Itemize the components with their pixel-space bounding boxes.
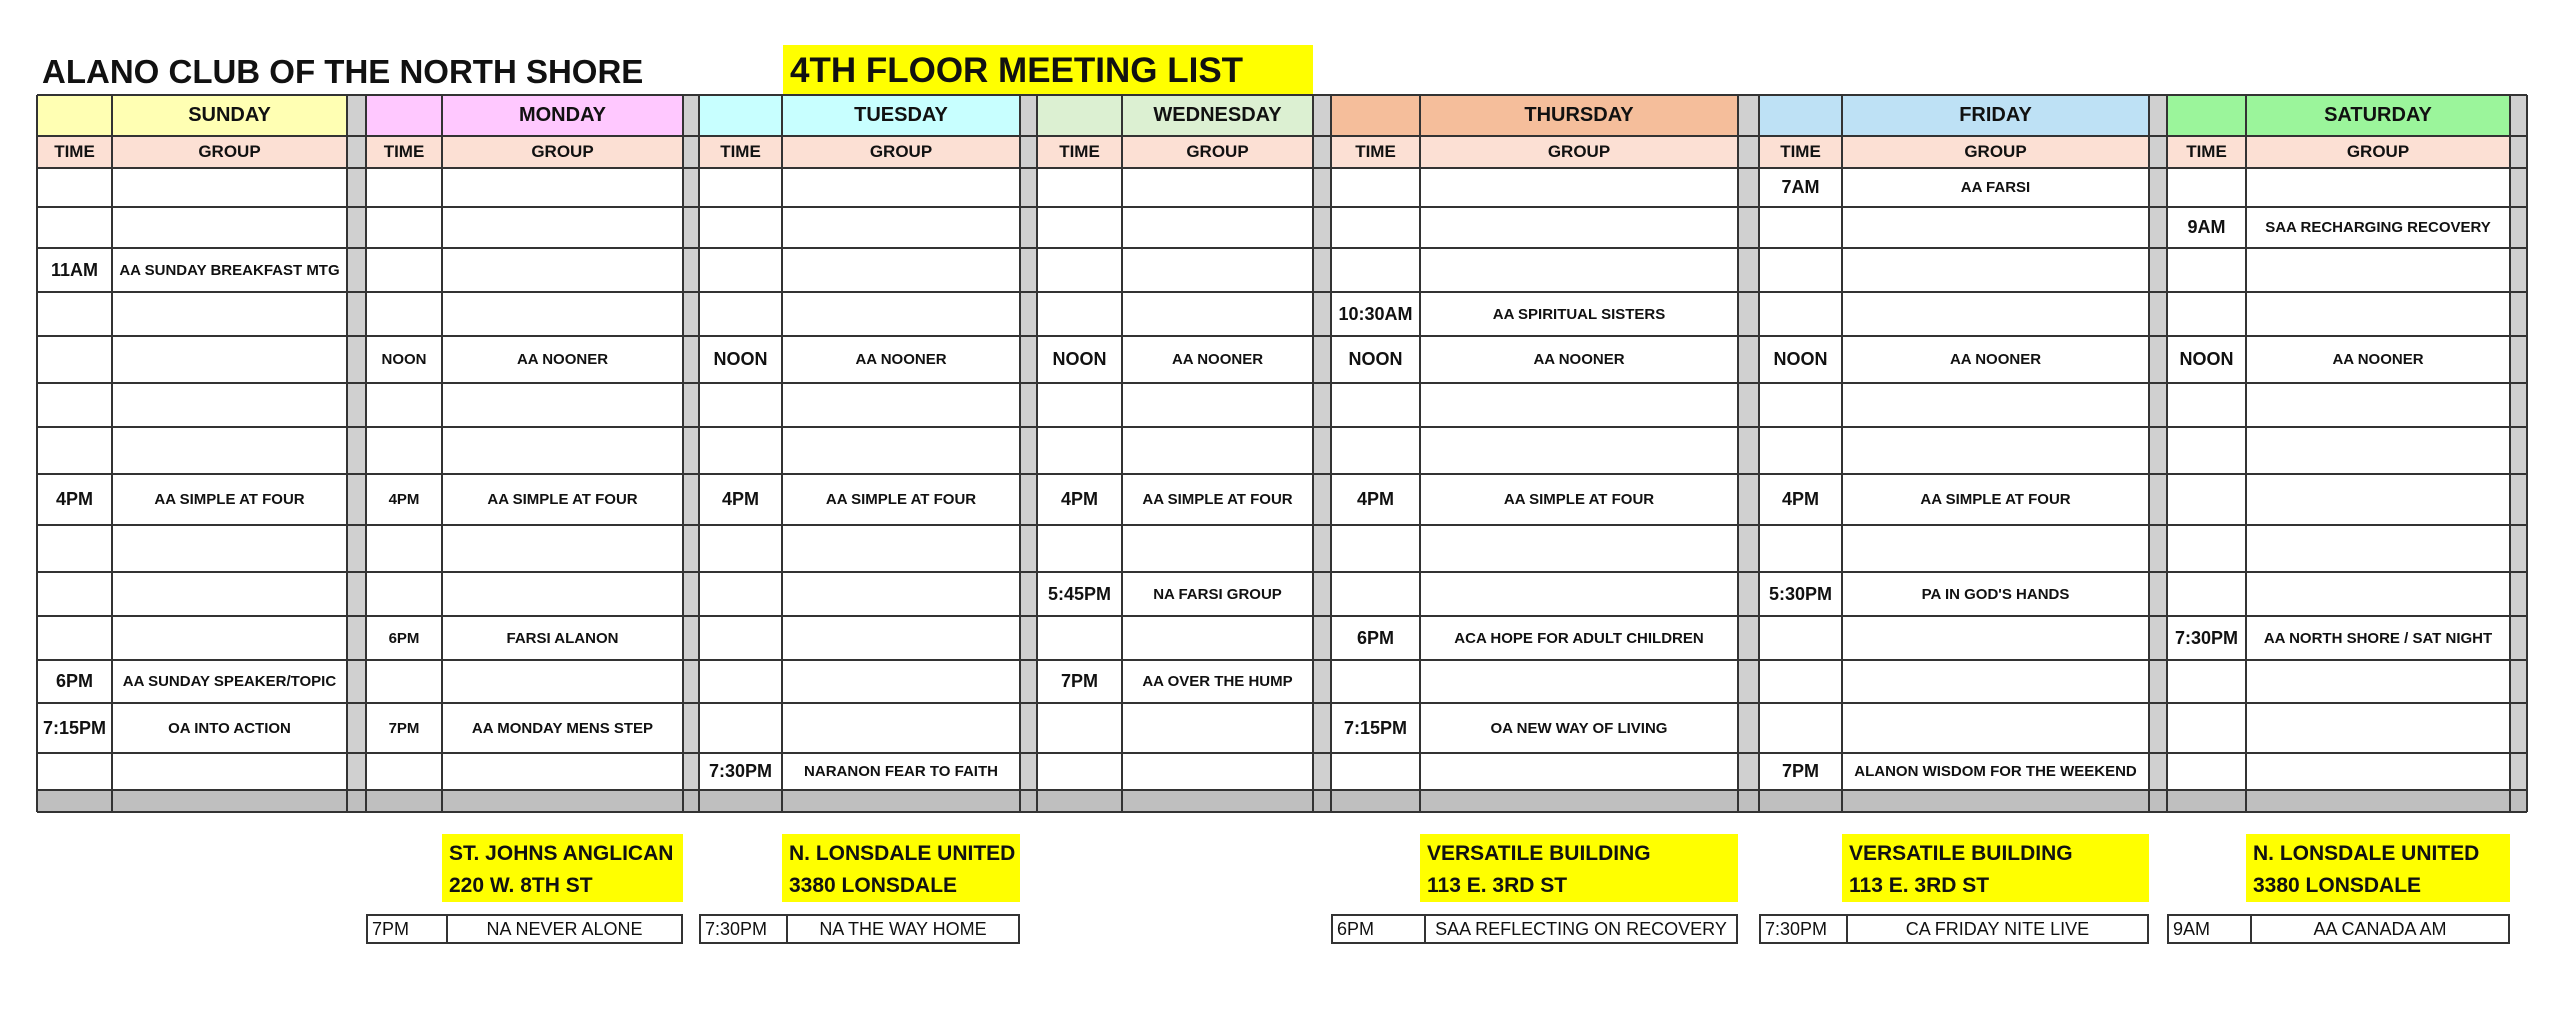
offsite-meeting-time: 9AM [2169, 916, 2252, 942]
grid-line [37, 524, 2527, 526]
day-name-tuesday: TUESDAY [854, 104, 948, 126]
offsite-meeting-row [2167, 914, 2510, 944]
offsite-place-name: N. LONSDALE UNITED [789, 842, 1016, 865]
time-column-header: TIME [2186, 142, 2227, 161]
grid-line [37, 382, 2527, 384]
meeting-time: 6PM [388, 629, 420, 647]
grid-line [1758, 95, 1760, 812]
meeting-time: NOON [2179, 349, 2234, 369]
meeting-group: AA SIMPLE AT FOUR [1503, 491, 1655, 508]
meeting-time: 7PM [1781, 761, 1819, 781]
grid-line [37, 206, 2527, 208]
offsite-meeting-group: NA NEVER ALONE [486, 918, 643, 939]
meeting-time: 4PM [55, 489, 93, 509]
grid-line [36, 95, 38, 812]
group-column-header: GROUP [2346, 142, 2410, 161]
meeting-time: 7PM [1060, 671, 1098, 691]
offsite-place-name: VERSATILE BUILDING [1427, 842, 1651, 865]
grid-line [37, 247, 2527, 249]
club-name: ALANO CLUB OF THE NORTH SHORE [42, 53, 644, 90]
day-name-wednesday: WEDNESDAY [1153, 104, 1282, 126]
meeting-group: AA NOONER [516, 351, 609, 368]
meeting-group: OA INTO ACTION [168, 719, 291, 737]
offsite-location [782, 834, 1020, 902]
grid-line [1312, 95, 1314, 812]
offsite-place-name: ST. JOHNS ANGLICAN [449, 842, 674, 865]
grid-line [682, 95, 684, 812]
meeting-group: PA IN GOD'S HANDS [1921, 585, 2070, 603]
grid-line [1019, 95, 1021, 812]
meeting-group: AA SIMPLE AT FOUR [487, 491, 638, 508]
grid-line [441, 95, 443, 812]
offsite-place-name: VERSATILE BUILDING [1849, 842, 2073, 865]
grid-line [1036, 95, 1038, 812]
meeting-group: AA NOONER [1171, 351, 1264, 368]
floor-title: 4TH FLOOR MEETING LIST [790, 51, 1244, 90]
grid-line [2166, 95, 2168, 812]
meeting-time: 7:30PM [2174, 627, 2239, 648]
offsite-location [2246, 834, 2510, 902]
group-column-header: GROUP [1964, 142, 2027, 161]
group-column-header: GROUP [1547, 142, 1611, 161]
grid-line [37, 811, 2527, 813]
meeting-group: AA NOONER [1533, 351, 1625, 368]
grid-line [1841, 95, 1843, 812]
grid-line [698, 95, 700, 812]
offsite-address: 113 E. 3RD ST [1849, 874, 1990, 897]
meeting-time: 9AM [2187, 217, 2226, 237]
meeting-group: NA FARSI GROUP [1153, 585, 1282, 603]
meeting-time: NOON [1773, 349, 1828, 369]
meeting-time: NOON [1348, 349, 1403, 369]
day-name-saturday: SATURDAY [2324, 104, 2432, 126]
offsite-meeting-group: CA FRIDAY NITE LIVE [1905, 918, 2090, 939]
meeting-time: 10:30AM [1338, 303, 1413, 324]
day-name-sunday: SUNDAY [188, 104, 271, 126]
meeting-group: AA NOONER [1949, 351, 2042, 368]
grid-line [111, 95, 113, 812]
grid-line [37, 615, 2527, 617]
offsite-address: 3380 LONSDALE [789, 874, 958, 897]
meeting-group: ACA HOPE FOR ADULT CHILDREN [1454, 629, 1704, 647]
group-column-header: GROUP [869, 142, 933, 161]
time-column-header: TIME [720, 142, 761, 161]
meeting-group: ALANON WISDOM FOR THE WEEKEND [1854, 763, 2137, 780]
offsite-meeting-row [1331, 914, 1738, 944]
time-column-header: TIME [383, 142, 425, 161]
time-column-header: TIME [1355, 142, 1396, 161]
group-column-header: GROUP [198, 142, 261, 161]
offsite-meeting-time: 7:30PM [701, 916, 788, 942]
offsite-location [1420, 834, 1738, 902]
meeting-time: 6PM [55, 671, 93, 691]
grid-line [1737, 95, 1739, 812]
offsite-meeting-time: 7PM [368, 916, 448, 942]
grid-line [2148, 95, 2150, 812]
meeting-time: 7AM [1781, 177, 1820, 197]
offsite-meeting-group: NA THE WAY HOME [819, 918, 987, 939]
column-separator [1020, 95, 1037, 812]
column-separator [1738, 95, 1759, 812]
meeting-group: AA OVER THE HUMP [1142, 673, 1293, 690]
meeting-time: NOON [713, 349, 768, 369]
time-column-header: TIME [54, 142, 95, 161]
grid-line [37, 473, 2527, 475]
meeting-group: AA SPIRITUAL SISTERS [1492, 305, 1666, 323]
meeting-group: AA FARSI [1960, 179, 2031, 196]
meeting-time: 5:45PM [1047, 583, 1112, 604]
offsite-meeting-time: 7:30PM [1761, 916, 1848, 942]
meeting-time: 7:15PM [42, 717, 107, 738]
meeting-time: NOON [1052, 349, 1107, 369]
footer-row [37, 790, 2527, 812]
offsite-meeting-time: 6PM [1333, 916, 1426, 942]
grid-line [2526, 95, 2528, 812]
offsite-address: 3380 LONSDALE [2253, 874, 2422, 897]
grid-line [37, 752, 2527, 754]
grid-line [37, 571, 2527, 573]
grid-line [37, 789, 2527, 791]
meeting-time: 7:30PM [708, 761, 773, 781]
meeting-group: OA NEW WAY OF LIVING [1490, 719, 1668, 737]
offsite-location [442, 834, 683, 902]
meeting-time: 7PM [388, 719, 420, 737]
meeting-time: 4PM [388, 491, 420, 508]
meeting-group: AA SIMPLE AT FOUR [1142, 491, 1293, 508]
offsite-address: 220 W. 8TH ST [449, 874, 593, 897]
column-separator [2510, 95, 2527, 812]
day-name-monday: MONDAY [518, 104, 607, 126]
grid-line [1121, 95, 1123, 812]
grid-line [37, 94, 2527, 96]
time-column-header: TIME [1059, 142, 1100, 161]
group-column-header: GROUP [1186, 142, 1249, 161]
grid-line [37, 659, 2527, 661]
meeting-time: 4PM [721, 489, 759, 509]
offsite-location [1842, 834, 2149, 902]
grid-line [1330, 95, 1332, 812]
meeting-time: 11AM [50, 259, 99, 280]
time-column-header: TIME [1780, 142, 1821, 161]
meeting-group: AA SIMPLE AT FOUR [1920, 491, 2071, 508]
meeting-group: SAA RECHARGING RECOVERY [2265, 219, 2491, 236]
column-separator [347, 95, 366, 812]
offsite-place-name: N. LONSDALE UNITED [2253, 842, 2480, 865]
column-separator [1313, 95, 1331, 812]
meeting-group: AA SUNDAY SPEAKER/TOPIC [122, 673, 337, 690]
grid-line [346, 95, 348, 812]
offsite-meeting-group: SAA REFLECTING ON RECOVERY [1435, 918, 1727, 939]
group-column-header: GROUP [531, 142, 594, 161]
offsite-meeting-row [699, 914, 1020, 944]
day-name-friday: FRIDAY [1959, 104, 2032, 126]
grid-line [37, 335, 2527, 337]
meeting-time: NOON [381, 351, 427, 368]
offsite-meeting-row [366, 914, 683, 944]
grid-line [37, 291, 2527, 293]
grid-line [781, 95, 783, 812]
meeting-group: AA SIMPLE AT FOUR [154, 491, 305, 508]
meeting-time: 5:30PM [1768, 583, 1833, 604]
grid-line [365, 95, 367, 812]
offsite-meeting-group: AA CANADA AM [2313, 918, 2447, 939]
meeting-time: 4PM [1060, 489, 1098, 509]
grid-line [37, 167, 2527, 169]
meeting-group: AA NOONER [855, 351, 947, 368]
meeting-time: 4PM [1356, 489, 1394, 509]
meeting-group: AA SIMPLE AT FOUR [825, 491, 977, 508]
column-separator [683, 95, 699, 812]
meeting-time: 6PM [1356, 627, 1394, 648]
meeting-time: 7:15PM [1343, 717, 1408, 738]
day-name-thursday: THURSDAY [1524, 104, 1634, 126]
grid-line [2509, 95, 2511, 812]
column-separator [2149, 95, 2167, 812]
grid-line [37, 135, 2527, 137]
offsite-address: 113 E. 3RD ST [1427, 874, 1568, 897]
meeting-group: NARANON FEAR TO FAITH [804, 763, 998, 780]
meeting-group: AA SUNDAY BREAKFAST MTG [119, 261, 340, 279]
meeting-time: 4PM [1781, 489, 1819, 509]
offsite-meeting-row [1759, 914, 2149, 944]
grid-line [37, 702, 2527, 704]
meeting-group: AA MONDAY MENS STEP [471, 719, 654, 737]
grid-line [37, 426, 2527, 428]
grid-line [1419, 95, 1421, 812]
grid-line [2245, 95, 2247, 812]
meeting-group: AA NOONER [2332, 351, 2424, 368]
meeting-group: FARSI ALANON [506, 629, 619, 647]
meeting-group: AA NORTH SHORE / SAT NIGHT [2263, 629, 2493, 647]
